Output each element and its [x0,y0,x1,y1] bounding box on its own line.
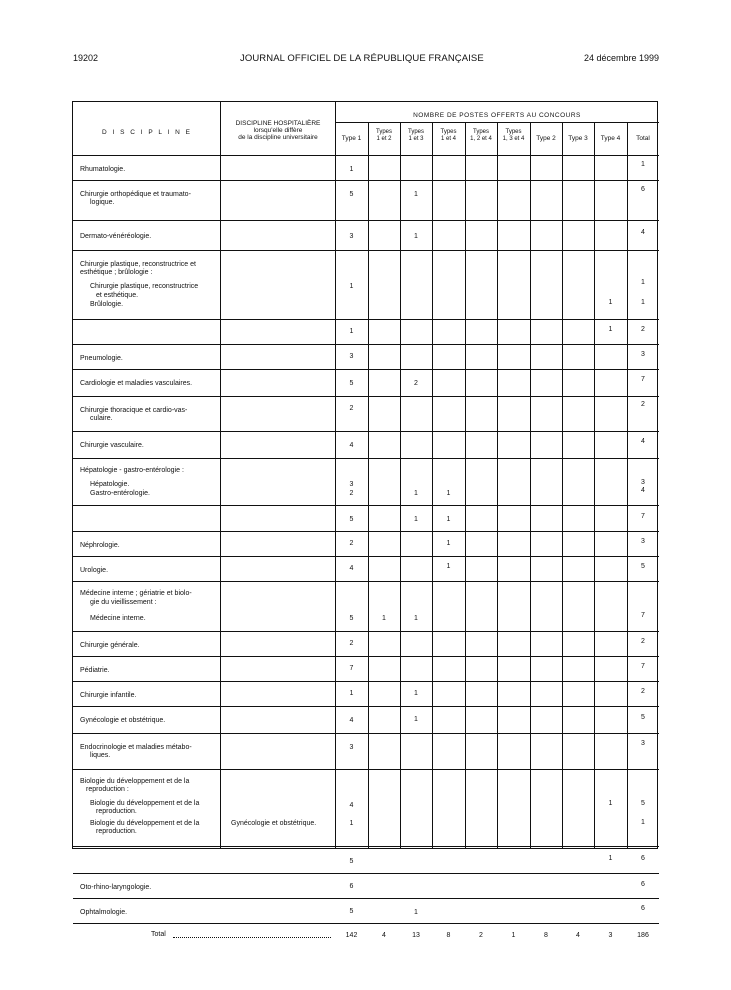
discipline-label: Biologie du développement et de la [90,800,200,807]
type-column-header-line: Type 2 [536,135,556,142]
cell-value: 1 [349,283,354,290]
row-rule [73,458,659,459]
column-rule [562,122,563,848]
discipline-label: Hépatologie. [90,481,130,488]
row-rule [73,220,659,221]
subtotal-rule [335,505,659,506]
column-rule [530,122,531,848]
type-column-header-line: Types [440,129,457,135]
type-column-header [530,135,562,142]
cell-value: 1 [446,516,451,523]
postes-table [72,101,658,939]
cell-value: 5 [349,380,354,387]
cell-value: 1 [349,328,354,335]
discipline-label: Chirurgie générale. [80,642,140,649]
discipline-label: Urologie. [80,567,109,574]
page-number: 19202 [73,53,99,63]
type-column-header-line: Type 1 [341,135,362,142]
cell-value: 6 [349,883,354,890]
cell-value: 4 [349,565,354,572]
total-value: 3 [608,932,613,939]
discipline-label: Pneumologie. [80,355,123,362]
cell-value: 1 [608,326,613,333]
type-column-header-line: Types [505,129,522,135]
total-value: 186 [637,932,649,939]
cell-value: 3 [641,351,645,358]
header-rule [335,122,659,123]
cell-value: 5 [349,908,354,915]
row-rule [73,369,659,370]
total-value: 13 [412,932,420,939]
cell-value: 7 [641,376,645,383]
cell-value: 3 [349,353,354,360]
cell-value: 7 [641,513,645,520]
cell-value: 1 [446,490,451,497]
type-column-header-line: 1, 3 et 4 [502,135,525,142]
discipline-label: Chirurgie vasculaire. [80,442,144,449]
cell-value: 3 [641,479,645,486]
column-rule [335,102,336,848]
type-column-header [432,129,465,142]
discipline-label: Oto-rhino-laryngologie. [80,884,152,891]
total-value: 4 [382,932,386,939]
cell-value: 1 [349,820,354,827]
journal-title: JOURNAL OFFICIEL DE LA RÉPUBLIQUE FRANÇAISE [240,53,484,64]
discipline-label: Chirurgie plastique, reconstructrice [90,283,199,290]
discipline-label: et esthétique. [96,292,139,299]
type-column-header-line: 1 et 2 [376,135,392,142]
cell-value: 1 [414,690,418,697]
cell-value: 4 [641,438,645,445]
cell-value: 1 [382,615,386,622]
cell-value: 1 [608,800,613,807]
cell-value: 3 [641,740,645,747]
column-rule [432,122,433,848]
type-column-header-line: Type 4 [600,135,621,142]
discipline-label: Brûlologie. [90,301,124,308]
cell-value: 3 [349,233,354,240]
type-column-header [627,135,659,142]
column-rule [368,122,369,848]
row-rule [73,344,659,345]
cell-value: 2 [414,380,418,387]
header-rule [73,155,659,156]
discipline-label: Pédiatrie. [80,667,110,674]
type-column-header-line: 1, 2 et 4 [470,135,492,142]
cell-value: 1 [608,299,613,306]
cell-value: 7 [641,612,645,619]
type-column-header [368,129,400,142]
cell-value: 5 [349,516,354,523]
cell-value: 4 [349,717,354,724]
discipline-label: logique. [90,199,115,206]
total-value: 2 [479,932,483,939]
row-rule [73,581,659,582]
hospitaliere-header-line-1: DISCIPLINE HOSPITALIÈRE [235,120,321,127]
publication-date: 24 décembre 1999 [583,53,659,63]
discipline-header: D I S C I P L I N E [101,129,193,136]
cell-value: 2 [349,490,354,497]
cell-value: 2 [641,401,645,408]
hospitaliere-header-line-3: de la discipline universitaire [238,134,318,141]
subtotal-rule [335,319,659,320]
cell-value: 1 [641,161,645,168]
discipline-label: gie du vieillissement : [90,599,157,606]
cell-value: 2 [349,405,354,412]
hospitaliere-header [221,120,335,141]
cell-value: 1 [446,540,451,547]
cell-value: 2 [641,326,645,333]
type-column-header [465,129,497,142]
cell-value: 3 [349,481,354,488]
discipline-label: Dermato-vénéréologie. [80,233,152,240]
discipline-label: reproduction. [96,808,137,815]
row-rule [73,250,659,251]
discipline-label: Gynécologie et obstétrique. [80,717,166,724]
type-column-header-line: Types [407,129,424,135]
type-column-header [497,129,530,142]
cell-value: 1 [414,909,418,916]
cell-value: 1 [446,563,451,570]
cell-value: 4 [349,802,354,809]
cell-value: 5 [349,191,354,198]
cell-value: 4 [641,229,645,236]
cell-value: 1 [414,615,418,622]
total-value: 8 [544,932,548,939]
discipline-label: culaire. [90,415,113,422]
type-column-header-line: Total [636,135,650,142]
cell-value: 5 [641,800,645,807]
type-column-header-line: 1 et 3 [408,135,424,142]
row-rule [73,923,659,924]
row-rule [73,631,659,632]
discipline-label: Rhumatologie. [80,166,126,173]
row-rule [73,733,659,734]
type-column-header-line: 1 et 4 [440,135,456,142]
cell-value: 1 [414,191,418,198]
cell-value: 2 [349,540,354,547]
cell-value: 6 [641,855,645,862]
discipline-label: Néphrologie. [80,542,120,549]
cell-value: 3 [349,744,354,751]
cell-value: 5 [349,615,354,622]
type-column-header-line: Types [472,129,489,135]
discipline-label: esthétique ; brûlologie : [80,269,153,276]
discipline-label: reproduction. [96,828,137,835]
type-column-header-line: Types [375,129,392,135]
column-rule [220,102,221,848]
cell-value: 6 [641,905,645,912]
cell-value: 1 [608,855,613,862]
cell-value: 1 [414,716,418,723]
hospitaliere-label: Gynécologie et obstétrique. [231,820,317,827]
discipline-label: Chirurgie plastique, reconstructrice et [80,261,196,268]
column-rule [400,122,401,848]
cell-value: 7 [641,663,645,670]
discipline-label: Cardiologie et maladies vasculaires. [80,380,193,387]
cell-value: 6 [641,881,645,888]
cell-value: 1 [414,233,418,240]
column-rule [594,122,595,848]
row-rule [73,556,659,557]
cell-value: 2 [641,638,645,645]
cell-value: 1 [349,166,354,173]
cell-value: 1 [414,516,418,523]
cell-value: 2 [641,688,645,695]
discipline-label: reproduction : [86,786,129,793]
discipline-label: Gastro-entérologie. [90,490,150,497]
subtotal-rule [335,846,659,847]
cell-value: 1 [641,299,645,306]
discipline-label: Biologie du développement et de la [90,820,200,827]
cell-value: 1 [641,279,645,286]
row-rule [73,873,659,874]
cell-value: 5 [641,714,645,721]
discipline-label: Médecine interne ; gériatrie et biolo- [80,590,192,597]
cell-value: 1 [349,690,354,697]
total-value: 8 [446,932,451,939]
row-rule [73,681,659,682]
discipline-label: Chirurgie infantile. [80,692,137,699]
row-rule [73,656,659,657]
row-rule [73,396,659,397]
discipline-label: liques. [90,752,111,759]
row-rule [73,180,659,181]
type-column-header [400,129,432,142]
total-value: 1 [511,932,516,939]
type-column-header [594,135,627,142]
cell-value: 1 [641,819,645,826]
row-rule [73,898,659,899]
total-value: 4 [576,932,580,939]
type-column-header [562,135,594,142]
cell-value: 2 [349,640,354,647]
row-rule [73,431,659,432]
discipline-label: Biologie du développement et de la [80,778,190,785]
cell-value: 3 [641,538,645,545]
discipline-label: Médecine interne. [90,615,146,622]
type-column-header [335,135,368,142]
concours-group-header: NOMBRE DE POSTES OFFERTS AU CONCOURS [413,112,581,119]
cell-value: 5 [349,858,354,865]
column-rule [465,122,466,848]
type-column-header-line: Type 3 [568,135,588,142]
row-rule [73,706,659,707]
total-value: 142 [345,932,358,939]
cell-value: 1 [414,490,418,497]
discipline-label: Chirurgie thoracique et cardio-vas- [80,407,188,414]
discipline-label: Chirurgie orthopédique et traumato- [80,191,191,198]
discipline-label: Hépatologie - gastro-entérologie : [80,467,184,474]
total-leader-dots [173,937,331,938]
discipline-label: Ophtalmologie. [80,909,128,916]
cell-value: 5 [641,563,645,570]
column-rule [497,122,498,848]
cell-value: 7 [349,665,354,672]
row-rule [73,531,659,532]
cell-value: 4 [641,487,645,494]
discipline-label: Endocrinologie et maladies métabo- [80,744,192,751]
total-label: Total [151,931,166,938]
cell-value: 4 [349,442,354,449]
row-rule [73,769,659,770]
cell-value: 6 [641,186,645,193]
hospitaliere-header-line-2: lorsqu'elle diffère [253,127,303,134]
